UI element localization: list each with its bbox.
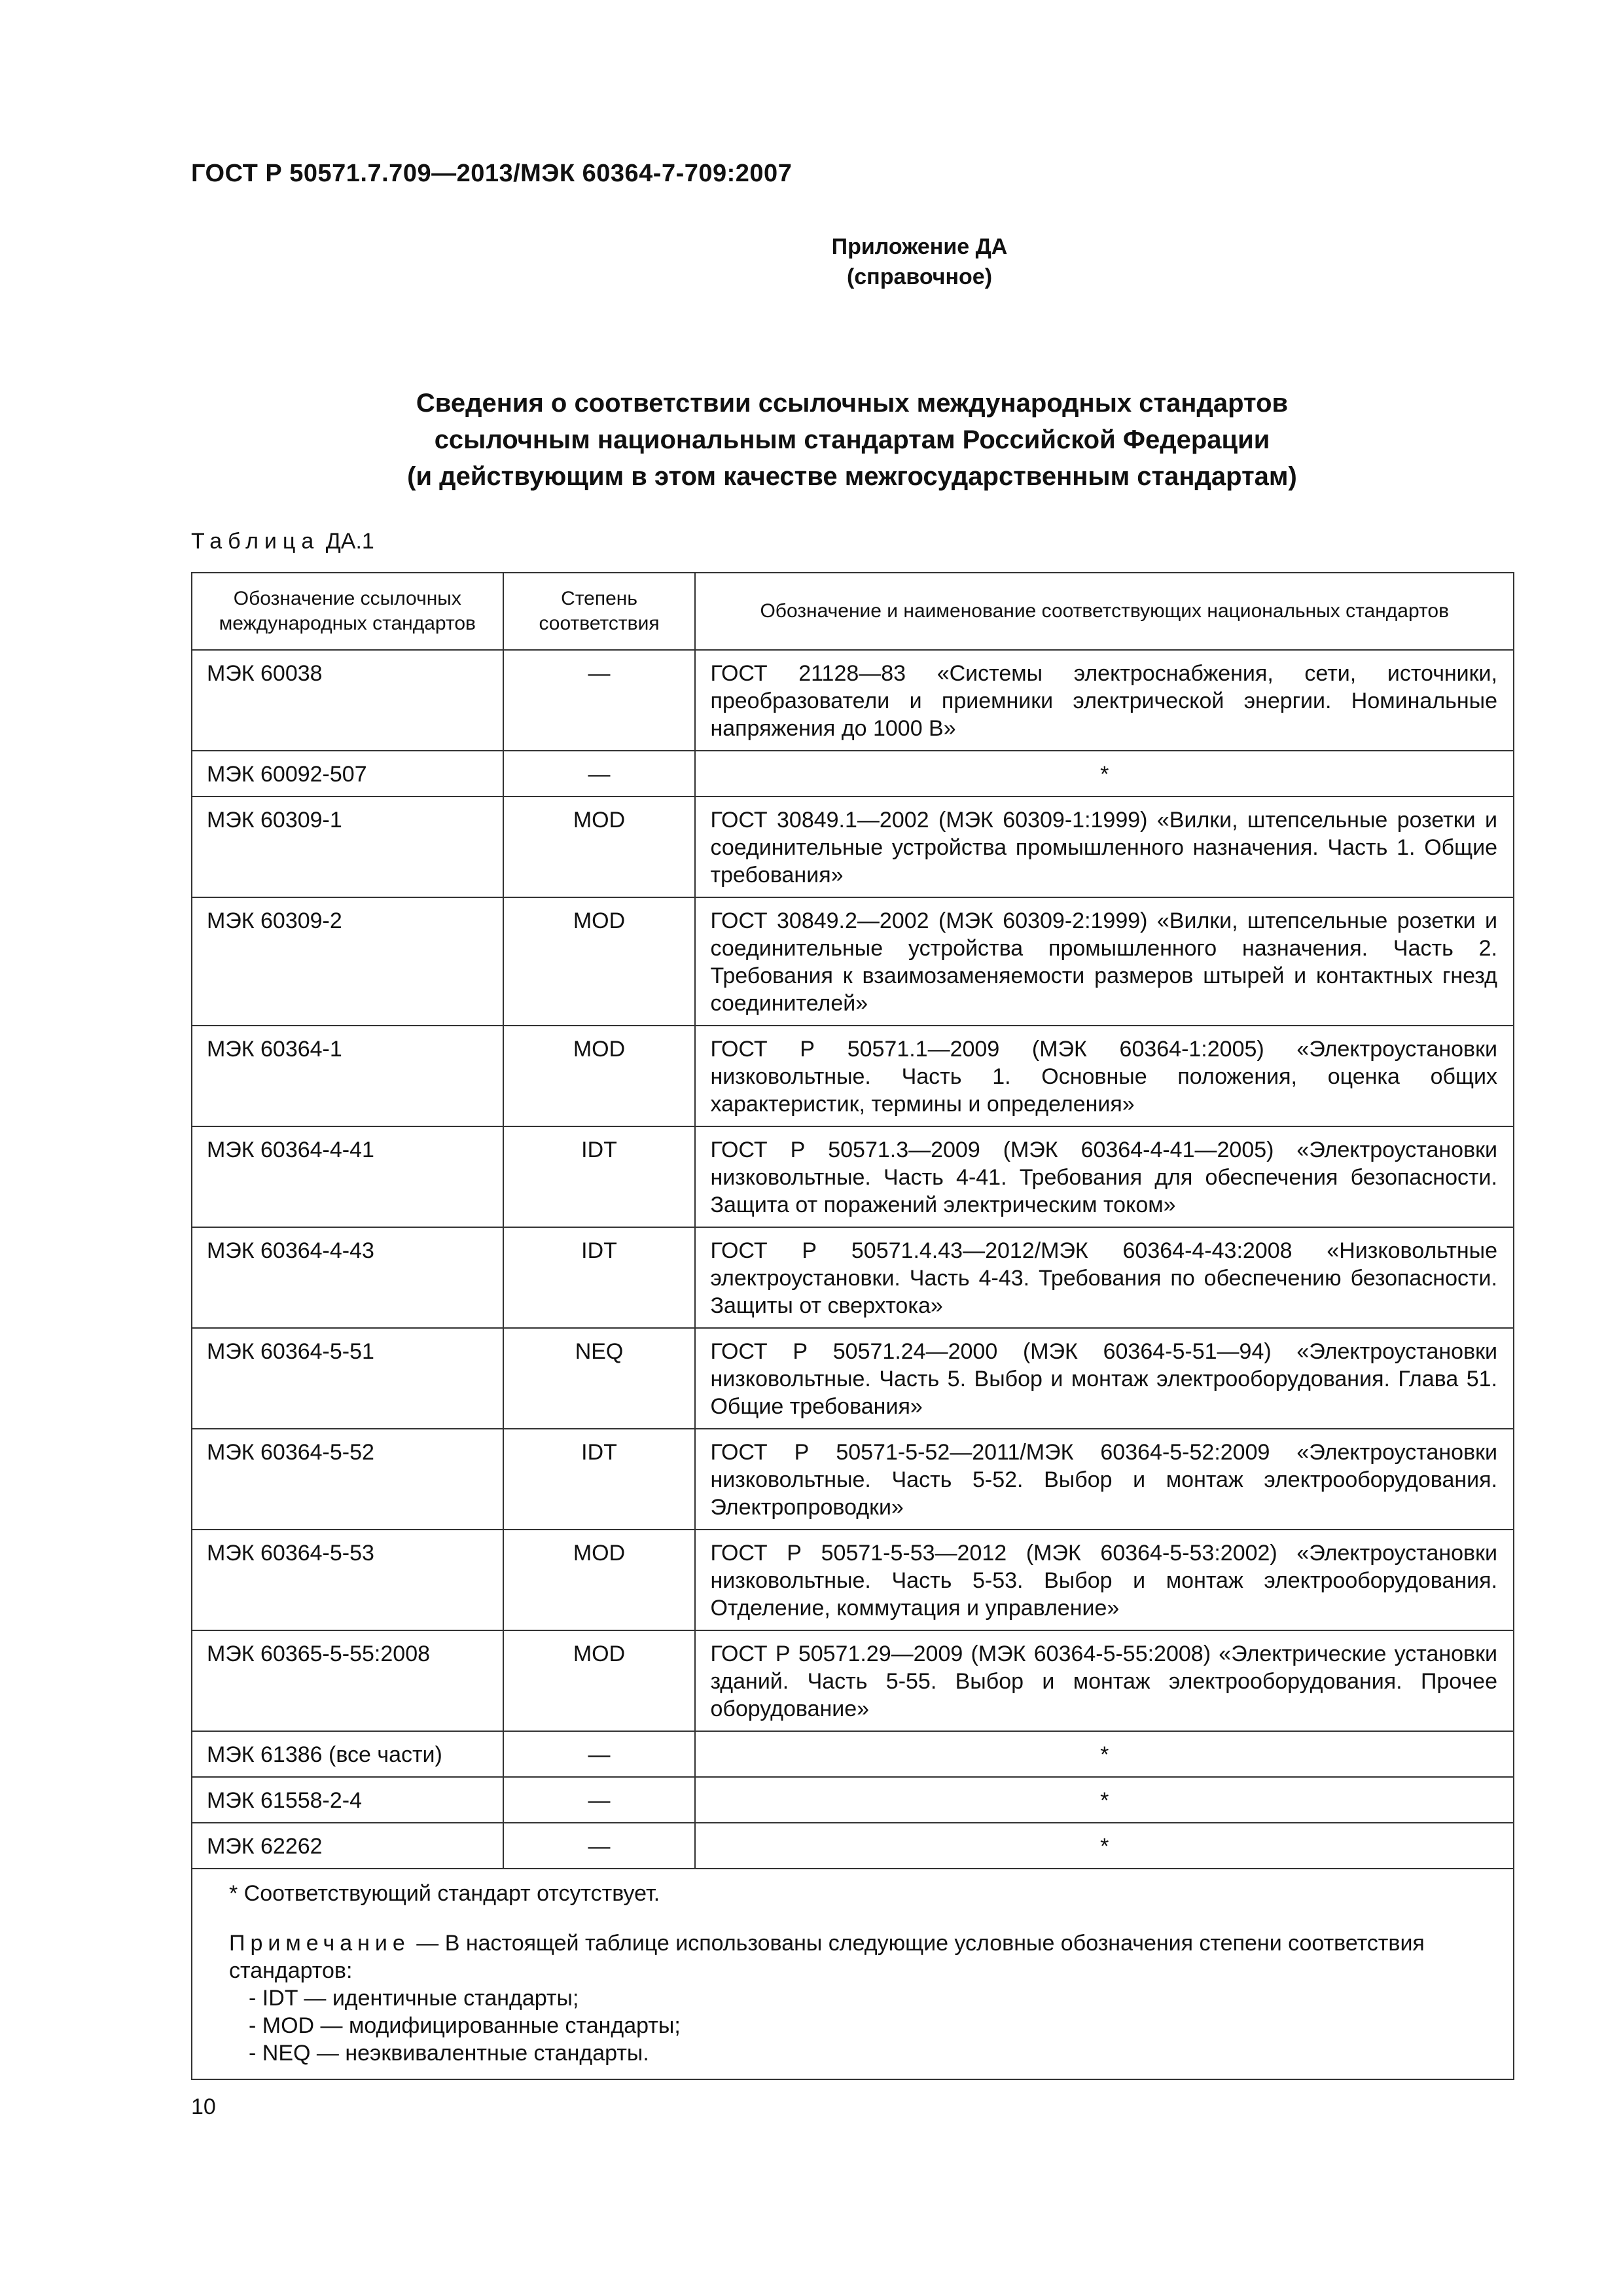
national-standard-cell: ГОСТ Р 50571.3—2009 (МЭК 60364-4-41—2005) «Электроустановки низковольтные. Часть 4-41. Требования для обеспечения безопасности. Защита от поражений электрическим током» — [695, 1126, 1514, 1227]
national-standard-cell: ГОСТ Р 50571.29—2009 (МЭК 60364-5-55:2008) «Электрические установки зданий. Часть 5-55. Выбор и монтаж электрооборудования. Прочее оборудование» — [695, 1630, 1514, 1731]
table-row — [192, 1630, 1514, 1731]
table-label — [191, 529, 374, 554]
note-label: Примечание — [229, 1931, 410, 1956]
intl-standard-cell: МЭК 60364-5-53 — [192, 1530, 503, 1630]
table-label-word: Таблица — [191, 529, 320, 554]
degree-cell: MOD — [503, 897, 696, 1026]
appendix-heading — [0, 232, 1623, 292]
document-code: ГОСТ Р 50571.7.709—2013/МЭК 60364-7-709:2007 — [191, 160, 793, 187]
table-row — [192, 1530, 1514, 1630]
intl-standard-cell: МЭК 61558-2-4 — [192, 1777, 503, 1823]
intl-standard-cell: МЭК 60364-4-41 — [192, 1126, 503, 1227]
table-row — [192, 897, 1514, 1026]
table-row — [192, 1823, 1514, 1869]
national-standard-cell: ГОСТ Р 50571-5-53—2012 (МЭК 60364-5-53:2002) «Электроустановки низковольтные. Часть 5-53. Выбор и монтаж электрооборудования. Отделение, коммутация и управление» — [695, 1530, 1514, 1630]
table-header-row — [192, 573, 1514, 650]
header-degree: Степень соответствия — [503, 573, 696, 650]
national-standard-cell: * — [695, 751, 1514, 797]
degree-cell: IDT — [503, 1227, 696, 1328]
table-row — [192, 1026, 1514, 1126]
degree-cell: — — [503, 1823, 696, 1869]
national-standard-cell: ГОСТ Р 50571.24—2000 (МЭК 60364-5-51—94) «Электроустановки низковольтные. Часть 5. Выбор и монтаж электрооборудования. Глава 51. Общие требования» — [695, 1328, 1514, 1429]
degree-cell: — — [503, 650, 696, 751]
table-label-number: ДА.1 — [325, 529, 374, 554]
header-intl-standard: Обозначение ссылочных международных стандартов — [192, 573, 503, 650]
degree-cell: MOD — [503, 1630, 696, 1731]
table-row — [192, 1227, 1514, 1328]
table-row — [192, 1328, 1514, 1429]
national-standard-cell: ГОСТ 21128—83 «Системы электроснабжения, сети, источники, преобразователи и приемники электрической энергии. Номинальные напряжения до 1000 В» — [695, 650, 1514, 751]
note-item: - MOD — модифицированные стандарты; — [249, 2013, 681, 2038]
note-text: — В настоящей таблице использованы следующие условные обозначения степени соответствия стандартов: — [229, 1931, 1425, 1983]
table-row — [192, 1731, 1514, 1777]
degree-cell: — — [503, 1777, 696, 1823]
footnote: * Соответствующий стандарт отсутствует. — [229, 1881, 660, 1906]
table-row — [192, 1126, 1514, 1227]
table-row — [192, 650, 1514, 751]
table-row — [192, 751, 1514, 797]
section-title-line: ссылочным национальным стандартам Российской Федерации — [434, 425, 1270, 454]
national-standard-cell: ГОСТ 30849.1—2002 (МЭК 60309-1:1999) «Вилки, штепсельные розетки и соединительные устройства промышленного назначения. Часть 1. Общие требования» — [695, 797, 1514, 897]
intl-standard-cell: МЭК 62262 — [192, 1823, 503, 1869]
table-row — [192, 1429, 1514, 1530]
intl-standard-cell: МЭК 60364-5-52 — [192, 1429, 503, 1530]
degree-cell: IDT — [503, 1126, 696, 1227]
intl-standard-cell: МЭК 60309-2 — [192, 897, 503, 1026]
table-row — [192, 797, 1514, 897]
page-number: 10 — [191, 2094, 216, 2119]
national-standard-cell: * — [695, 1777, 1514, 1823]
degree-cell: MOD — [503, 797, 696, 897]
intl-standard-cell: МЭК 60364-4-43 — [192, 1227, 503, 1328]
section-title-line: (и действующим в этом качестве межгосударственным стандартам) — [407, 462, 1297, 491]
note — [229, 1929, 1496, 1984]
appendix-subtitle: (справочное) — [846, 264, 993, 289]
degree-cell: — — [503, 751, 696, 797]
intl-standard-cell: МЭК 60364-1 — [192, 1026, 503, 1126]
intl-standard-cell: МЭК 60364-5-51 — [192, 1328, 503, 1429]
national-standard-cell: ГОСТ Р 50571-5-52—2011/МЭК 60364-5-52:2009 «Электроустановки низковольтные. Часть 5-52. Выбор и монтаж электрооборудования. Электропроводки» — [695, 1429, 1514, 1530]
appendix-title: Приложение ДА — [831, 234, 1008, 259]
degree-cell: — — [503, 1731, 696, 1777]
section-title — [191, 385, 1513, 495]
national-standard-cell: * — [695, 1823, 1514, 1869]
intl-standard-cell: МЭК 60092-507 — [192, 751, 503, 797]
national-standard-cell: ГОСТ Р 50571.4.43—2012/МЭК 60364-4-43:2008 «Низковольтные электроустановки. Часть 4-43. Требования по обеспечению безопасности. Защиты от сверхтока» — [695, 1227, 1514, 1328]
note-item: - IDT — идентичные стандарты; — [249, 1986, 579, 2011]
degree-cell: MOD — [503, 1026, 696, 1126]
national-standard-cell: * — [695, 1731, 1514, 1777]
note-item: - NEQ — неэквивалентные стандарты. — [249, 2041, 649, 2066]
intl-standard-cell: МЭК 60038 — [192, 650, 503, 751]
degree-cell: IDT — [503, 1429, 696, 1530]
degree-cell: NEQ — [503, 1328, 696, 1429]
table-footer — [192, 1869, 1514, 2079]
intl-standard-cell: МЭК 60309-1 — [192, 797, 503, 897]
header-national-standard: Обозначение и наименование соответствующих национальных стандартов — [695, 573, 1514, 650]
degree-cell: MOD — [503, 1530, 696, 1630]
national-standard-cell: ГОСТ 30849.2—2002 (МЭК 60309-2:1999) «Вилки, штепсельные розетки и соединительные устройства промышленного назначения. Часть 2. Требования к взаимозаменяемости размеров штырей и контактных гнезд соединителей» — [695, 897, 1514, 1026]
intl-standard-cell: МЭК 60365-5-55:2008 — [192, 1630, 503, 1731]
table-row — [192, 1777, 1514, 1823]
standards-table — [191, 572, 1514, 2080]
intl-standard-cell: МЭК 61386 (все части) — [192, 1731, 503, 1777]
section-title-line: Сведения о соответствии ссылочных международных стандартов — [416, 389, 1289, 418]
table-footer-row — [192, 1869, 1514, 2079]
national-standard-cell: ГОСТ Р 50571.1—2009 (МЭК 60364-1:2005) «Электроустановки низковольтные. Часть 1. Основные положения, оценка общих характеристик, термины и определения» — [695, 1026, 1514, 1126]
